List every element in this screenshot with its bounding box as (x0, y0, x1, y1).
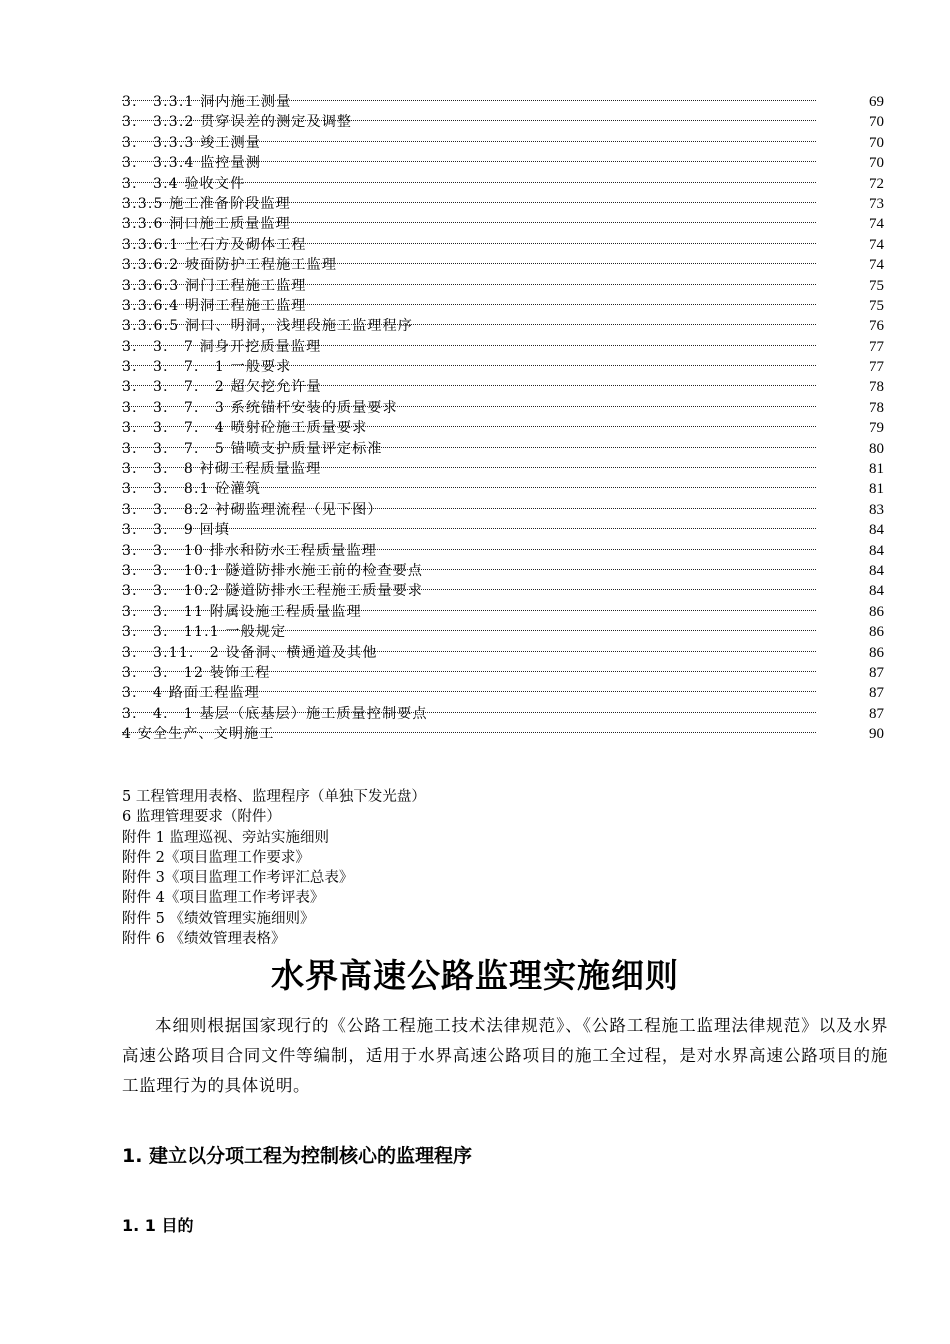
toc-entry-label: 3． 3． 8 衬砌工程质量监理 (122, 461, 322, 478)
toc-entry-label: 3． 4 路面工程监理 (122, 685, 260, 702)
toc-entry-page-number: 86 (869, 644, 884, 661)
toc-entry (122, 357, 884, 377)
toc-entry (122, 541, 884, 561)
toc-entry (122, 439, 884, 459)
toc-entry (122, 255, 884, 275)
toc-entry-label: 3． 3． 11 附属设施工程质量监理 (122, 603, 362, 620)
toc-entry-page-number: 80 (869, 440, 884, 457)
toc-entry (122, 418, 884, 438)
toc-entry (122, 92, 884, 112)
toc-entry (122, 337, 884, 357)
toc-entry-page-number: 86 (869, 624, 884, 641)
toc-entry-label: 3． 3． 7． 3 系统锚杆安装的质量要求 (122, 399, 398, 416)
toc-entry-label: 3． 3.4 验收文件 (122, 175, 246, 192)
toc-entry-label: 3.3.6.2 坡面防护工程施工监理 (122, 257, 338, 274)
toc-entry-label: 3． 3． 9 回填 (122, 522, 231, 539)
toc-entry-label: 3． 3． 10 排水和防水工程质量监理 (122, 542, 377, 559)
toc-entry (122, 377, 884, 397)
toc-entry (122, 683, 884, 703)
toc-entry-page-number: 77 (869, 338, 884, 355)
toc-entry-label: 3． 3． 10.1 隧道防排水施工前的检查要点 (122, 562, 424, 579)
toc-entry (122, 194, 884, 214)
section-heading-1-1: 1. 1 目的 (122, 1216, 194, 1235)
appendix-line: 5 工程管理用表格、监理程序（单独下发光盘） (122, 789, 426, 805)
intro-paragraph: 本细则根据国家现行的《公路工程施工技术法律规范》、《公路工程施工监理法律规范》以及水界高速公路项目合同文件等编制，适用于水界高速公路项目的施工全过程，是对水界高速公路项目的施工监理行为的具体说明。 (122, 1016, 888, 1095)
toc-entry (122, 561, 884, 581)
toc-entry (122, 459, 884, 479)
toc-entry (122, 500, 884, 520)
toc-entry-label: 3． 3.3.4 监控量测 (122, 155, 262, 172)
toc-entry-label: 3． 3.3.2 贯穿误差的测定及调整 (122, 114, 353, 131)
toc-entry-page-number: 74 (869, 216, 884, 233)
toc-entry-label: 3.3.6.3 洞门工程施工监理 (122, 277, 307, 294)
toc-entry-label: 3． 3． 7． 1 一般要求 (122, 359, 292, 376)
appendix-list (122, 787, 426, 949)
toc-entry-page-number: 72 (869, 175, 884, 192)
toc-entry-page-number: 74 (869, 257, 884, 274)
appendix-line: 6 监理管理要求（附件） (122, 809, 281, 826)
toc-entry (122, 214, 884, 234)
toc-entry-page-number: 70 (869, 155, 884, 172)
toc-entry-page-number: 70 (869, 134, 884, 151)
toc-entry-label: 3． 3． 11.1 一般规定 (122, 624, 287, 641)
toc-entry (122, 296, 884, 316)
toc-entry-label: 3． 3.3.1 洞内施工测量 (122, 94, 292, 110)
table-of-contents (122, 92, 884, 745)
toc-entry-label: 3． 3． 7． 2 超欠挖允许量 (122, 379, 322, 396)
toc-entry (122, 276, 884, 296)
appendix-line: 附件 3《项目监理工作考评汇总表》 (122, 870, 354, 887)
toc-entry-page-number: 78 (869, 399, 884, 416)
appendix-line: 附件 1 监理巡视、旁站实施细则 (122, 829, 329, 846)
toc-entry-label: 3． 3． 12 装饰工程 (122, 664, 271, 681)
toc-entry-label: 3． 3． 8.2 衬砌监理流程（见下图） (122, 501, 383, 518)
toc-entry-page-number: 86 (869, 603, 884, 620)
toc-entry-page-number: 83 (869, 501, 884, 518)
toc-entry (122, 602, 884, 622)
toc-entry (122, 398, 884, 418)
toc-entry (122, 112, 884, 132)
toc-entry (122, 520, 884, 540)
document-title: 水界高速公路监理实施细则 (271, 956, 679, 995)
toc-entry-label: 3.3.6 洞口施工质量监理 (122, 216, 291, 233)
toc-entry (122, 235, 884, 255)
toc-entry-page-number: 76 (869, 318, 884, 335)
appendix-line: 附件 5 《绩效管理实施细则》 (122, 910, 315, 927)
toc-entry-page-number: 81 (869, 461, 884, 478)
toc-entry-page-number: 90 (869, 726, 884, 743)
toc-entry-page-number: 75 (869, 297, 884, 314)
toc-entry-page-number: 69 (869, 94, 884, 110)
toc-entry-page-number: 75 (869, 277, 884, 294)
section-heading-1: 1. 建立以分项工程为控制核心的监理程序 (122, 1145, 473, 1167)
toc-entry-page-number: 84 (869, 542, 884, 559)
toc-entry (122, 316, 884, 336)
toc-entry-page-number: 78 (869, 379, 884, 396)
appendix-line: 附件 4《项目监理工作考评表》 (122, 890, 325, 907)
toc-entry (122, 724, 884, 744)
toc-entry (122, 663, 884, 683)
toc-entry-page-number: 84 (869, 583, 884, 600)
toc-entry-label: 3． 4． 1 基层（底基层）施工质量控制要点 (122, 705, 428, 722)
toc-entry (122, 622, 884, 642)
toc-entry-label: 3． 3． 7． 4 喷射砼施工质量要求 (122, 420, 368, 437)
toc-entry (122, 479, 884, 499)
toc-entry-page-number: 87 (869, 685, 884, 702)
toc-entry-page-number: 84 (869, 522, 884, 539)
toc-entry-label: 3． 3． 7． 5 锚喷支护质量评定标准 (122, 440, 383, 457)
toc-entry-label: 3.3.6.5 洞口、明洞，浅埋段施工监理程序 (122, 318, 414, 335)
toc-entry-label: 3． 3.3.3 竣工测量 (122, 134, 262, 151)
toc-entry-page-number: 77 (869, 359, 884, 376)
appendix-line: 附件 6 《绩效管理表格》 (122, 931, 286, 948)
toc-entry-page-number: 79 (869, 420, 884, 437)
toc-entry-label: 3． 3． 7 洞身开挖质量监理 (122, 338, 322, 355)
toc-entry (122, 581, 884, 601)
toc-entry (122, 643, 884, 663)
toc-entry-page-number: 73 (869, 195, 884, 212)
toc-entry-label: 3． 3． 8.1 砼灌筑 (122, 481, 262, 498)
toc-entry-label: 3． 3.11． 2 设备洞、横通道及其他 (122, 644, 378, 661)
toc-entry (122, 153, 884, 173)
toc-entry (122, 704, 884, 724)
toc-entry-page-number: 87 (869, 664, 884, 681)
toc-entry-label: 3.3.6.1 土石方及砌体工程 (122, 236, 307, 253)
toc-entry-page-number: 87 (869, 705, 884, 722)
toc-entry (122, 133, 884, 153)
toc-entry (122, 174, 884, 194)
toc-entry-page-number: 81 (869, 481, 884, 498)
toc-entry-page-number: 70 (869, 114, 884, 131)
toc-entry-label: 3.3.5 施工准备阶段监理 (122, 195, 291, 212)
toc-entry-label: 4 安全生产、文明施工 (122, 726, 275, 743)
appendix-line: 附件 2《项目监理工作要求》 (122, 849, 310, 866)
toc-entry-page-number: 84 (869, 562, 884, 579)
toc-entry-label: 3.3.6.4 明洞工程施工监理 (122, 297, 307, 314)
toc-entry-label: 3． 3． 10.2 隧道防排水工程施工质量要求 (122, 583, 424, 600)
toc-entry-page-number: 74 (869, 236, 884, 253)
